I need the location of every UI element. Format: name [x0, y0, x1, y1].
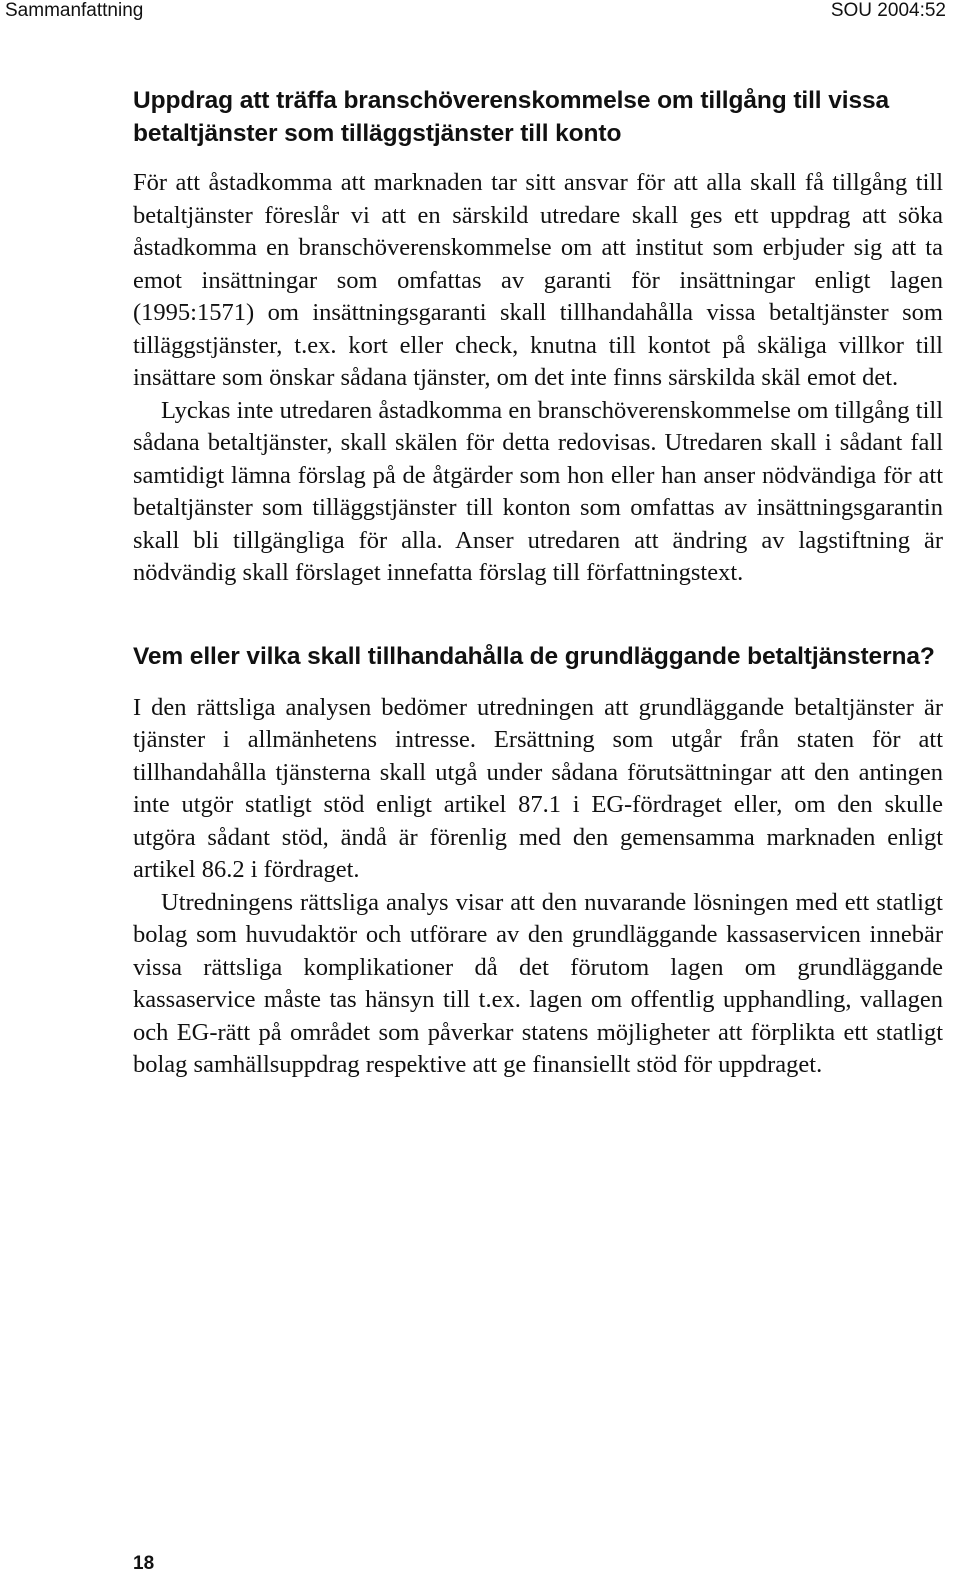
page-body — [133, 84, 943, 1082]
paragraph: I den rättsliga analysen bedömer utredningen att grundläggande betaltjänster är tjänster i allmänhetens intresse. Ersättning som utgår från staten för att tillhandahålla tjänsterna skall utgå under sådana förutsättningar att den antingen inte utgör statligt stöd enligt artikel 87.1 i EG-fördraget eller, om den skulle utgöra sådant stöd, ändå är förenlig med den gemensamma marknaden enligt artikel 86.2 i fördraget. — [133, 693, 943, 883]
paragraph: Lyckas inte utredaren åstadkomma en branschöverenskommelse om tillgång till sådana betaltjänster, skall skälen för detta redovisas. Utredaren skall i sådant fall samtidigt lämna förslag på de åtgärder som hon eller han anser nödvändiga för att betaltjänster som tilläggstjänster till konton som omfattas av insättningsgarantin skall bli tillgängliga för alla. Anser utredaren att ändring av lagstiftning är nödvändig skall förslaget innefatta förslag till författningstext. — [133, 396, 943, 586]
section-heading-uppdrag: Uppdrag att träffa branschöverenskommelse om tillgång till vissa betaltjänster som tilläggstjänster till konto — [133, 87, 890, 147]
paragraph: Utredningens rättsliga analys visar att den nuvarande lösningen med ett statligt bolag som huvudaktör och utförare av den grundläggande kassaservicen innebär vissa rättsliga komplikationer då det förutom lagen om grundläggande kassaservice måste tas hänsyn till t.ex. lagen om offentlig upphandling, vallagen och EG-rätt på området som påverkar statens möjligheter att förplikta ett statligt bolag samhällsuppdrag respektive att ge finansiellt stöd för uppdraget. — [133, 888, 943, 1078]
section-title: Sammanfattning — [5, 0, 144, 21]
section-heading-vem-eller-vilka: Vem eller vilka skall tillhandahålla de grundläggande betaltjänsterna? — [133, 642, 935, 670]
running-header — [0, 0, 960, 22]
paragraph: För att åstadkomma att marknaden tar sitt ansvar för att alla skall få tillgång till betaltjänster föreslår vi att en särskild utredare skall ges ett uppdrag att söka åstadkomma en branschöverenskommelse om att institut som erbjuder sig att ta emot insättningar som omfattas av garanti för insättningar enligt lagen (1995:1571) om insättningsgaranti skall tillhandahålla vissa betaltjänster som tilläggstjänster, t.ex. kort eller check, knutna till kontot på skäliga villkor till insättare som önskar sådana tjänster, om det inte finns särskilda skäl emot det. — [133, 169, 943, 391]
document-reference: SOU 2004:52 — [830, 0, 946, 21]
page-number: 18 — [133, 1553, 155, 1574]
